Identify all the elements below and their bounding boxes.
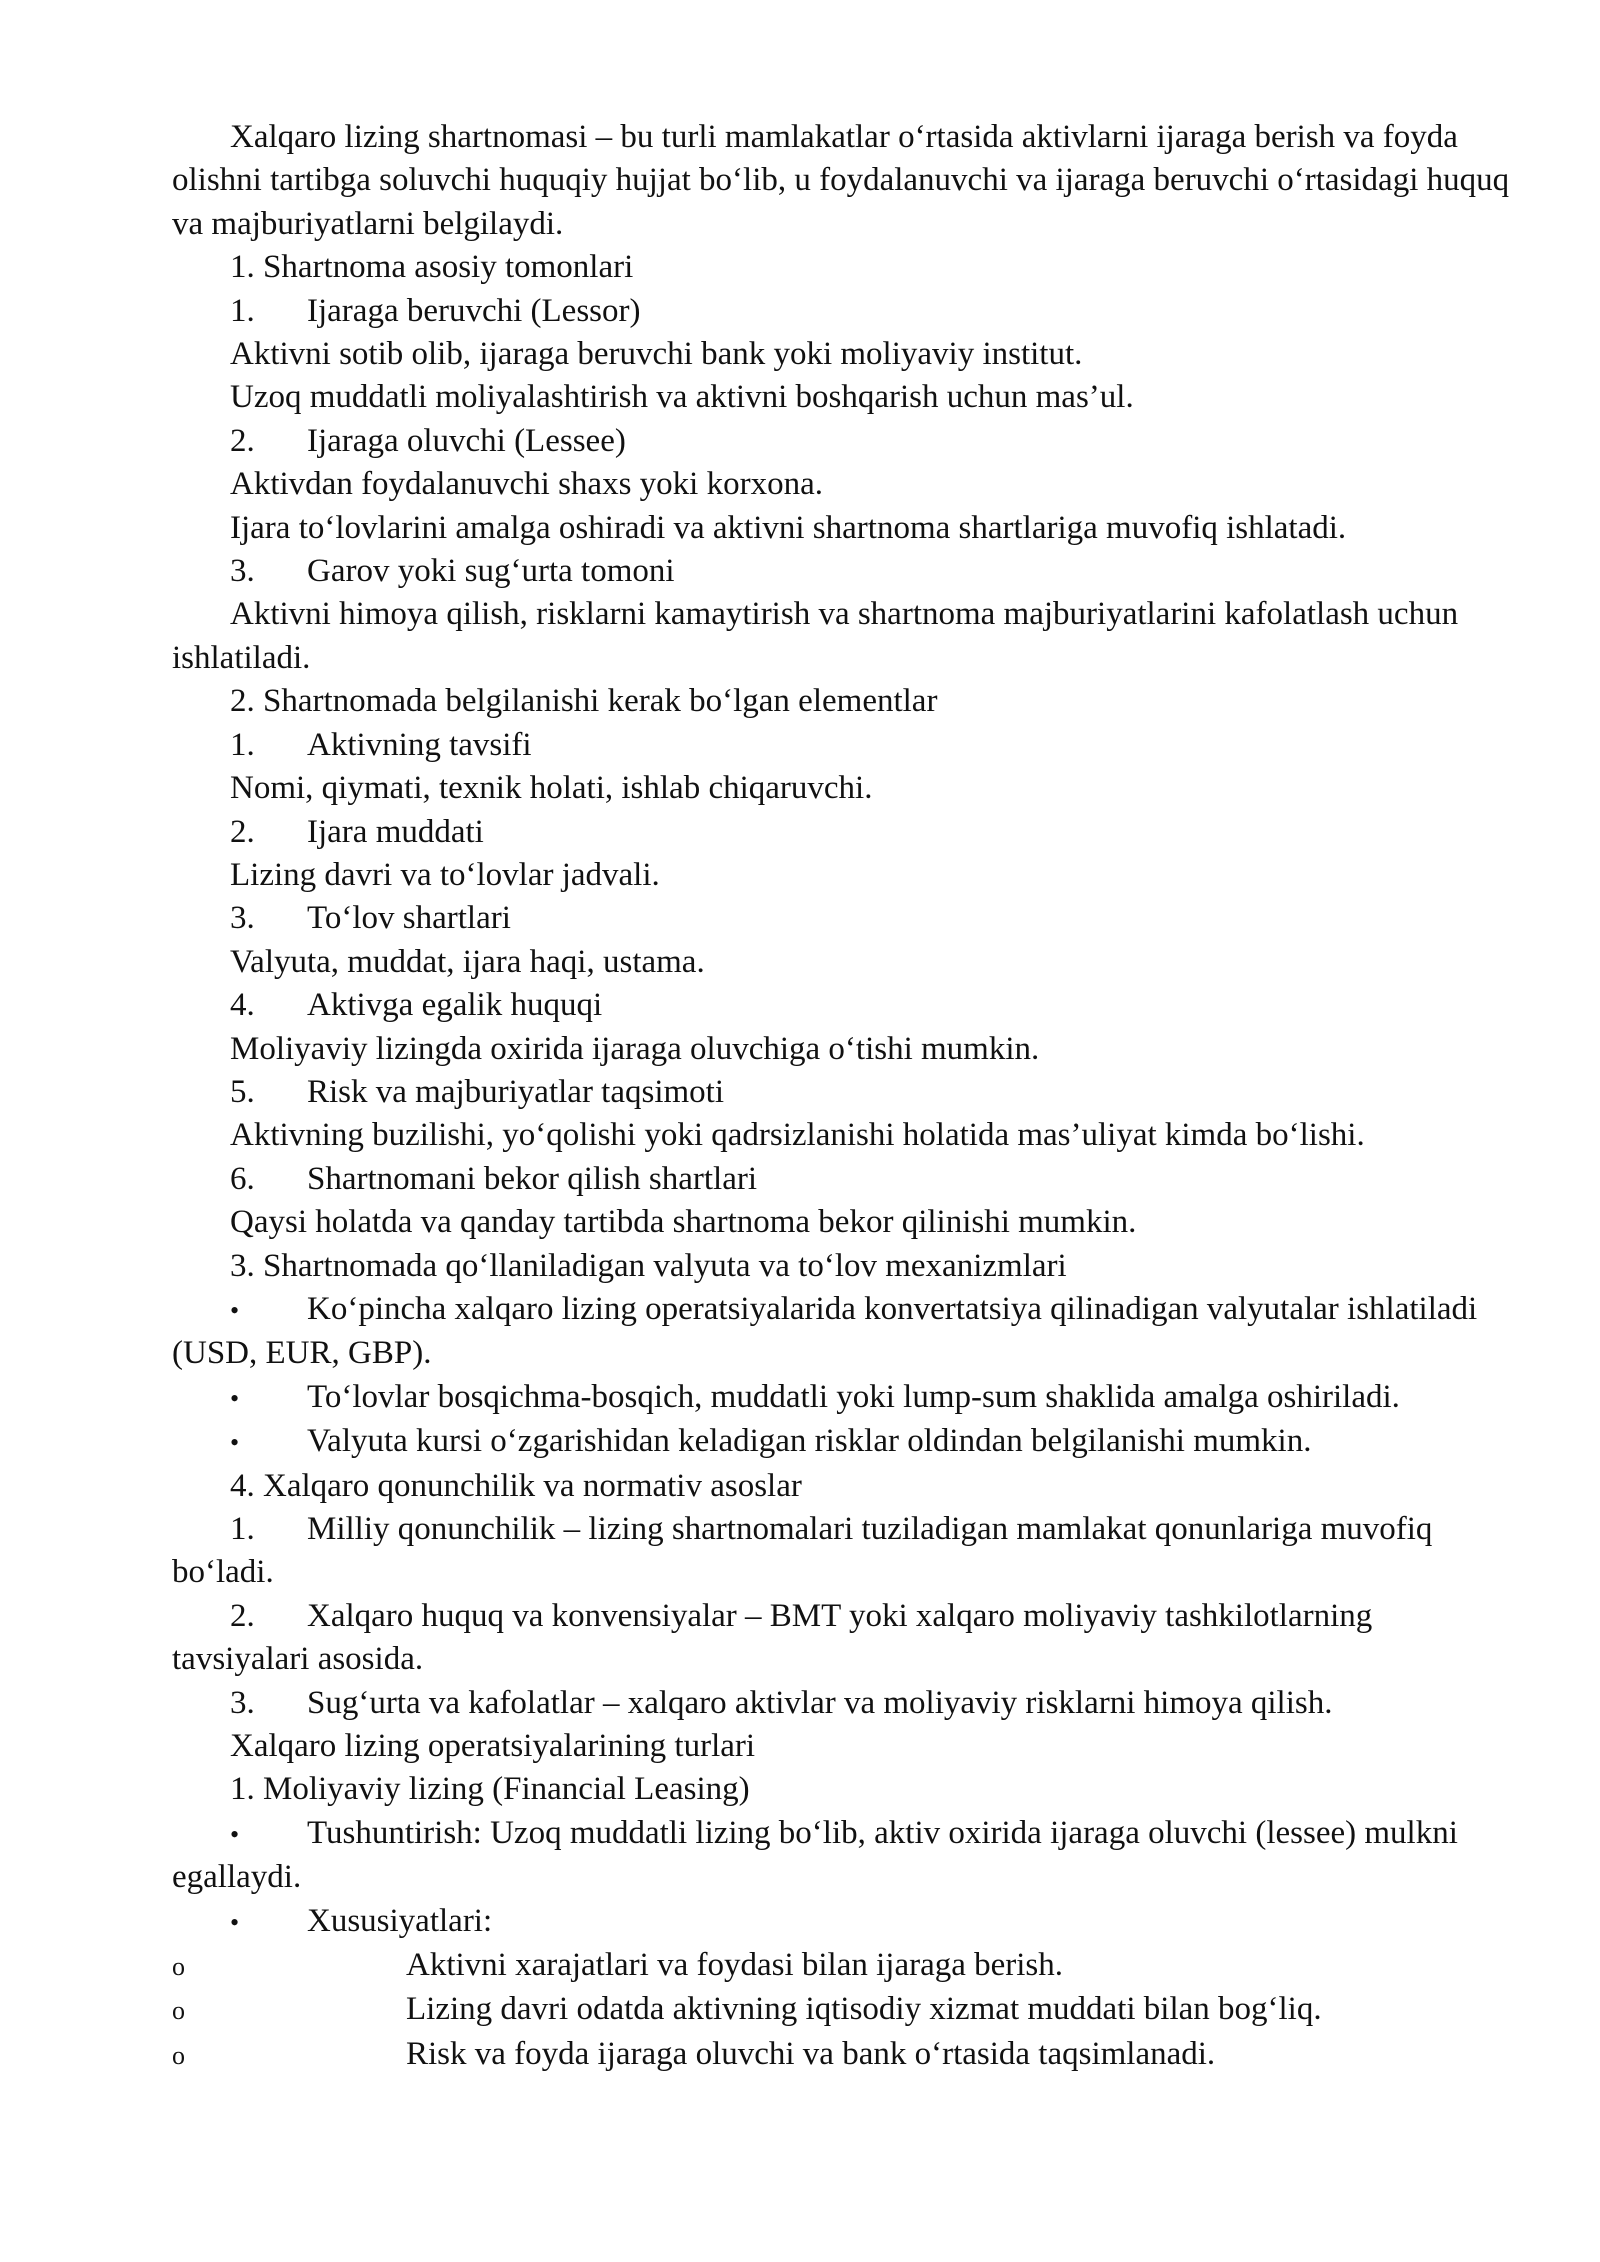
list-item-title: To‘lov shartlari xyxy=(307,900,511,937)
sub-bullet-text: Lizing davri odatda aktivning iqtisodiy xizmat muddati bilan bog‘liq. xyxy=(406,1991,1322,2028)
list-marker: 5. xyxy=(230,1073,255,1110)
list-item-detail: Aktivni himoya qilish, risklarni kamaytirish va shartnoma majburiyatlarini kafolatlash uchun ishlatiladi. xyxy=(172,596,1467,676)
list-item xyxy=(172,1595,1512,1682)
subsection-heading: 1. Moliyaviy lizing (Financial Leasing) xyxy=(230,1771,750,1808)
bullet-marker: • xyxy=(230,1383,240,1413)
list-marker: 3. xyxy=(230,553,255,590)
list-marker: 4. xyxy=(230,987,255,1024)
intro-paragraph: Xalqaro lizing shartnomasi – bu turli mamlakatlar o‘rtasida aktivlarni ijaraga berish va foyda olishni tartibga soluvchi huquqiy hujjat bo‘lib, u foydalanuvchi va ijaraga beruvchi o‘rtasidagi huquq va majburiyatlarni belgilaydi. xyxy=(172,119,1518,242)
list-marker: 1. xyxy=(230,1511,255,1547)
list-item-title: Risk va majburiyatlar taqsimoti xyxy=(307,1073,725,1110)
list-marker: 3. xyxy=(230,1684,255,1721)
section-heading: Xalqaro lizing operatsiyalarining turlari xyxy=(230,1728,756,1765)
bullet-item xyxy=(172,1900,1512,1944)
list-marker: 2. xyxy=(230,422,255,459)
list-item-detail: Aktivni sotib olib, ijaraga beruvchi bank yoki moliyaviy institut. xyxy=(230,336,1083,373)
section-heading: 1. Shartnoma asosiy tomonlari xyxy=(230,249,634,286)
list-marker: 6. xyxy=(230,1160,255,1197)
list-item-detail: Lizing davri va to‘lovlar jadvali. xyxy=(230,856,660,893)
list-item xyxy=(172,1071,1512,1114)
sub-bullet-text: Risk va foyda ijaraga oluvchi va bank o‘rtasida taqsimlanadi. xyxy=(406,2035,1216,2072)
bullet-marker: • xyxy=(230,1295,240,1325)
sub-bullet-item xyxy=(172,2033,1512,2077)
list-item-detail: Valyuta, muddat, ijara haqi, ustama. xyxy=(230,943,705,980)
list-item-title: Garov yoki sug‘urta tomoni xyxy=(307,553,675,590)
list-item-title: Aktivga egalik huquqi xyxy=(307,987,603,1024)
sub-bullet-item xyxy=(172,1988,1512,2032)
list-marker: 2. xyxy=(230,1597,255,1634)
list-item xyxy=(172,724,1512,767)
section-heading: 2. Shartnomada belgilanishi kerak bo‘lgan elementlar xyxy=(230,683,938,720)
document-body xyxy=(172,116,1518,2077)
sub-bullet-item xyxy=(172,1944,1512,1988)
bullet-text: To‘lovlar bosqichma-bosqich, muddatli yoki lump-sum shaklida amalga oshiriladi. xyxy=(307,1378,1400,1415)
section-heading: 4. Xalqaro qonunchilik va normativ asoslar xyxy=(230,1467,802,1504)
list-item-detail: Uzoq muddatli moliyalashtirish va aktivni boshqarish uchun mas’ul. xyxy=(230,379,1134,416)
list-marker: 3. xyxy=(230,900,255,937)
bullet-item xyxy=(172,1288,1512,1376)
list-item-title: Aktivning tavsifi xyxy=(307,726,532,763)
list-item-detail: Aktivdan foydalanuvchi shaxs yoki korxona. xyxy=(230,466,823,503)
bullet-item xyxy=(172,1376,1512,1420)
list-item xyxy=(172,290,1512,333)
list-item-title: Shartnomani bekor qilish shartlari xyxy=(307,1160,757,1197)
list-item xyxy=(172,897,1512,940)
list-item-detail: Nomi, qiymati, texnik holati, ishlab chiqaruvchi. xyxy=(230,770,873,807)
bullet-marker: • xyxy=(230,1819,240,1849)
list-item xyxy=(172,1508,1512,1595)
sub-bullet-marker: o xyxy=(172,2040,185,2070)
bullet-marker: • xyxy=(230,1428,240,1458)
list-item-text: Milliy qonunchilik – lizing shartnomalari tuziladigan mamlakat qonunlariga muvofiq bo‘ladi. xyxy=(172,1511,1433,1591)
list-item xyxy=(172,420,1512,463)
list-item-text: Xalqaro huquq va konvensiyalar – BMT yoki xalqaro moliyaviy tashkilotlarning tavsiyalari asosida. xyxy=(172,1597,1373,1678)
list-item xyxy=(172,550,1512,593)
list-marker: 1. xyxy=(230,292,255,329)
list-item-detail: Ijara to‘lovlarini amalga oshiradi va aktivni shartnoma shartlariga muvofiq ishlatadi. xyxy=(230,509,1347,546)
sub-bullet-marker: o xyxy=(172,1952,185,1982)
sub-bullet-text: Aktivni xarajatlari va foydasi bilan ijaraga berish. xyxy=(406,1947,1064,1984)
list-marker: 2. xyxy=(230,813,255,850)
sub-bullet-marker: o xyxy=(172,1996,185,2026)
list-item xyxy=(172,1682,1512,1725)
list-marker: 1. xyxy=(230,726,255,763)
bullet-text: Valyuta kursi o‘zgarishidan keladigan risklar oldindan belgilanishi mumkin. xyxy=(307,1423,1312,1460)
list-item-title: Ijaraga beruvchi (Lessor) xyxy=(307,292,641,329)
section-heading: 3. Shartnomada qo‘llaniladigan valyuta va to‘lov mexanizmlari xyxy=(230,1247,1067,1284)
list-item-title: Ijara muddati xyxy=(307,813,484,850)
list-item xyxy=(172,1158,1512,1201)
list-item-text: Sug‘urta va kafolatlar – xalqaro aktivlar va moliyaviy risklarni himoya qilish. xyxy=(307,1684,1333,1721)
list-item-detail: Aktivning buzilishi, yo‘qolishi yoki qadrsizlanishi holatida mas’uliyat kimda bo‘lishi. xyxy=(230,1117,1365,1154)
list-item-detail: Moliyaviy lizingda oxirida ijaraga oluvchiga o‘tishi mumkin. xyxy=(230,1030,1040,1067)
bullet-text: Tushuntirish: Uzoq muddatli lizing bo‘lib, aktiv oxirida ijaraga oluvchi (lessee) mulkni egallaydi. xyxy=(172,1814,1458,1896)
bullet-text: Xususiyatlari: xyxy=(307,1902,493,1939)
list-item xyxy=(172,984,1512,1027)
bullet-marker: • xyxy=(230,1907,240,1937)
list-item-title: Ijaraga oluvchi (Lessee) xyxy=(307,422,626,459)
bullet-text: Ko‘pincha xalqaro lizing operatsiyalarida konvertatsiya qilinadigan valyutalar ishlatiladi (USD, EUR, GBP). xyxy=(172,1290,1478,1372)
list-item-detail: Qaysi holatda va qanday tartibda shartnoma bekor qilinishi mumkin. xyxy=(230,1204,1137,1241)
bullet-item xyxy=(172,1812,1512,1900)
list-item xyxy=(172,811,1512,854)
bullet-item xyxy=(172,1420,1512,1464)
